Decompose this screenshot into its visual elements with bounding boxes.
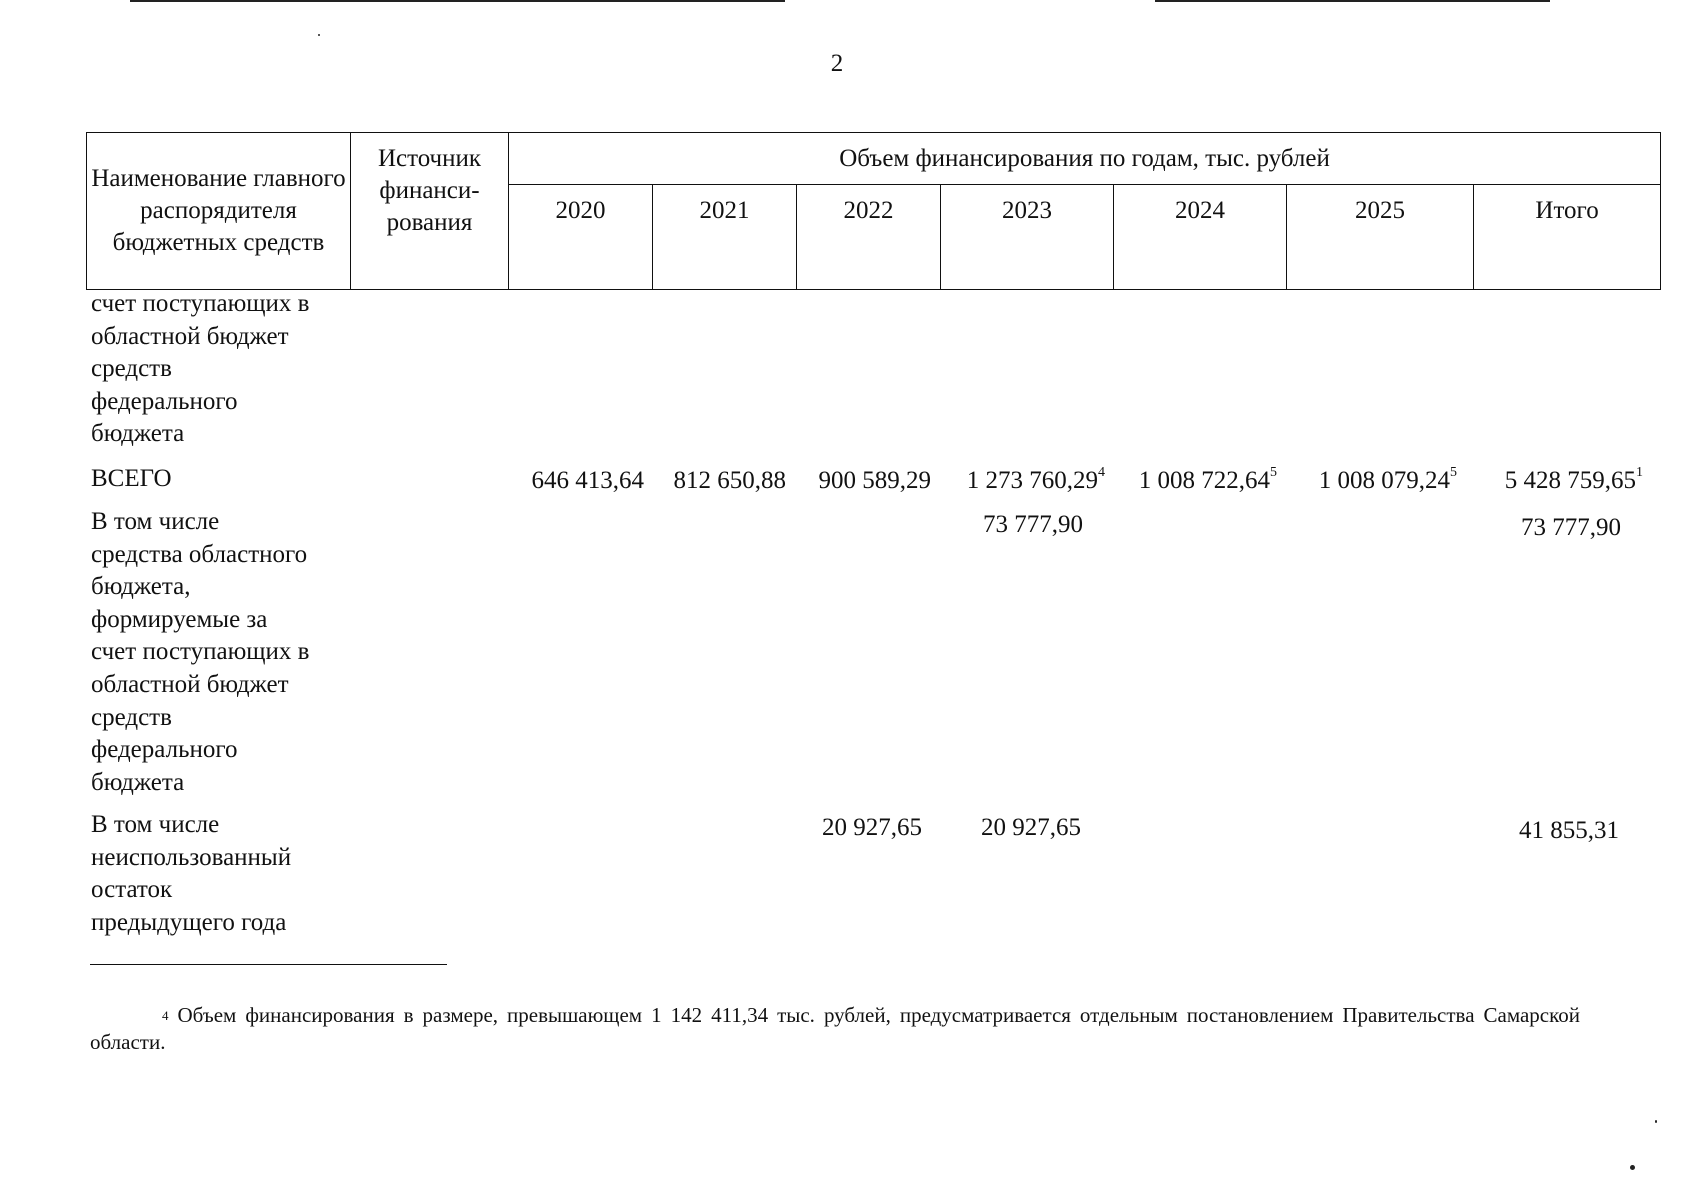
footnote-text: Объем финансирования в размере, превышающем 1 142 411,34 тыс. рублей, предусматривается отдельным постановлением Правительства Самарской области. <box>90 1003 1581 1054</box>
header-total: Итого <box>1474 185 1661 290</box>
total-2025-value: 1 008 079,24 <box>1318 467 1450 494</box>
total-2022 <box>819 467 932 495</box>
row-label-unused-balance: В том числе неиспользованный остаток предыдущего года <box>91 811 292 936</box>
scan-speck <box>318 34 320 36</box>
scan-speck <box>1630 1165 1635 1170</box>
unused-balance-2023-value: 20 927,65 <box>981 814 1081 841</box>
unused-balance-2023 <box>981 814 1081 842</box>
regional-federal-sum <box>1521 514 1621 542</box>
unused-balance-sum <box>1519 817 1619 845</box>
header-volume-label: Объем финансирования по годам, тыс. рублей <box>839 144 1330 172</box>
row-label-federal-continued: счет поступающих в областной бюджет средств федерального бюджета <box>91 290 310 448</box>
financing-table-header <box>86 132 1661 290</box>
header-year-2024: 2024 <box>1114 185 1287 290</box>
header-source-label: Источник финанси-рования <box>377 145 482 236</box>
header-name-label: Наименование главного распорядителя бюджетных средств <box>91 165 346 256</box>
scan-speck <box>1655 1120 1657 1123</box>
footnote-4 <box>90 1002 1580 1056</box>
total-2024-footnote-mark: 5 <box>1270 465 1277 480</box>
scan-top-rule-right <box>1155 0 1550 2</box>
regional-federal-sum-value: 73 777,90 <box>1521 514 1621 541</box>
total-2025-footnote-mark: 5 <box>1450 465 1457 480</box>
total-2021 <box>674 467 787 495</box>
header-volume-column <box>509 133 1661 185</box>
header-name-column <box>87 133 351 290</box>
total-2022-value: 900 589,29 <box>818 467 931 494</box>
footnote-separator <box>90 964 447 965</box>
total-2023-value: 1 273 760,29 <box>966 467 1098 494</box>
total-sum-value: 5 428 759,65 <box>1504 467 1636 494</box>
total-2020-value: 646 413,64 <box>531 467 644 494</box>
unused-balance-2022-value: 20 927,65 <box>822 814 922 841</box>
total-2024 <box>1139 467 1277 495</box>
header-year-2023: 2023 <box>941 185 1114 290</box>
header-year-2025: 2025 <box>1287 185 1474 290</box>
total-2023 <box>967 467 1105 495</box>
regional-federal-2023 <box>983 511 1083 539</box>
total-sum <box>1505 467 1643 495</box>
header-source-column <box>351 133 509 290</box>
scan-top-rule-left <box>130 0 785 2</box>
page-number: 2 <box>830 50 844 77</box>
regional-federal-2023-value: 73 777,90 <box>983 511 1083 538</box>
header-year-2022: 2022 <box>797 185 941 290</box>
total-sum-footnote-mark: 1 <box>1636 465 1643 480</box>
total-2023-footnote-mark: 4 <box>1098 465 1105 480</box>
row-label-total: ВСЕГО <box>91 465 172 492</box>
total-2021-value: 812 650,88 <box>673 467 786 494</box>
unused-balance-2022 <box>822 814 922 842</box>
row-label-regional-federal: В том числе средства областного бюджета, формируемые за счет поступающих в областной бюджет средств федерального бюджета <box>91 508 310 796</box>
total-2020 <box>532 467 645 495</box>
unused-balance-sum-value: 41 855,31 <box>1519 817 1619 844</box>
footnote-marker: 4 <box>162 1008 169 1023</box>
total-2024-value: 1 008 722,64 <box>1138 467 1270 494</box>
header-year-2020: 2020 <box>509 185 653 290</box>
total-2025 <box>1319 467 1457 495</box>
header-year-2021: 2021 <box>653 185 797 290</box>
